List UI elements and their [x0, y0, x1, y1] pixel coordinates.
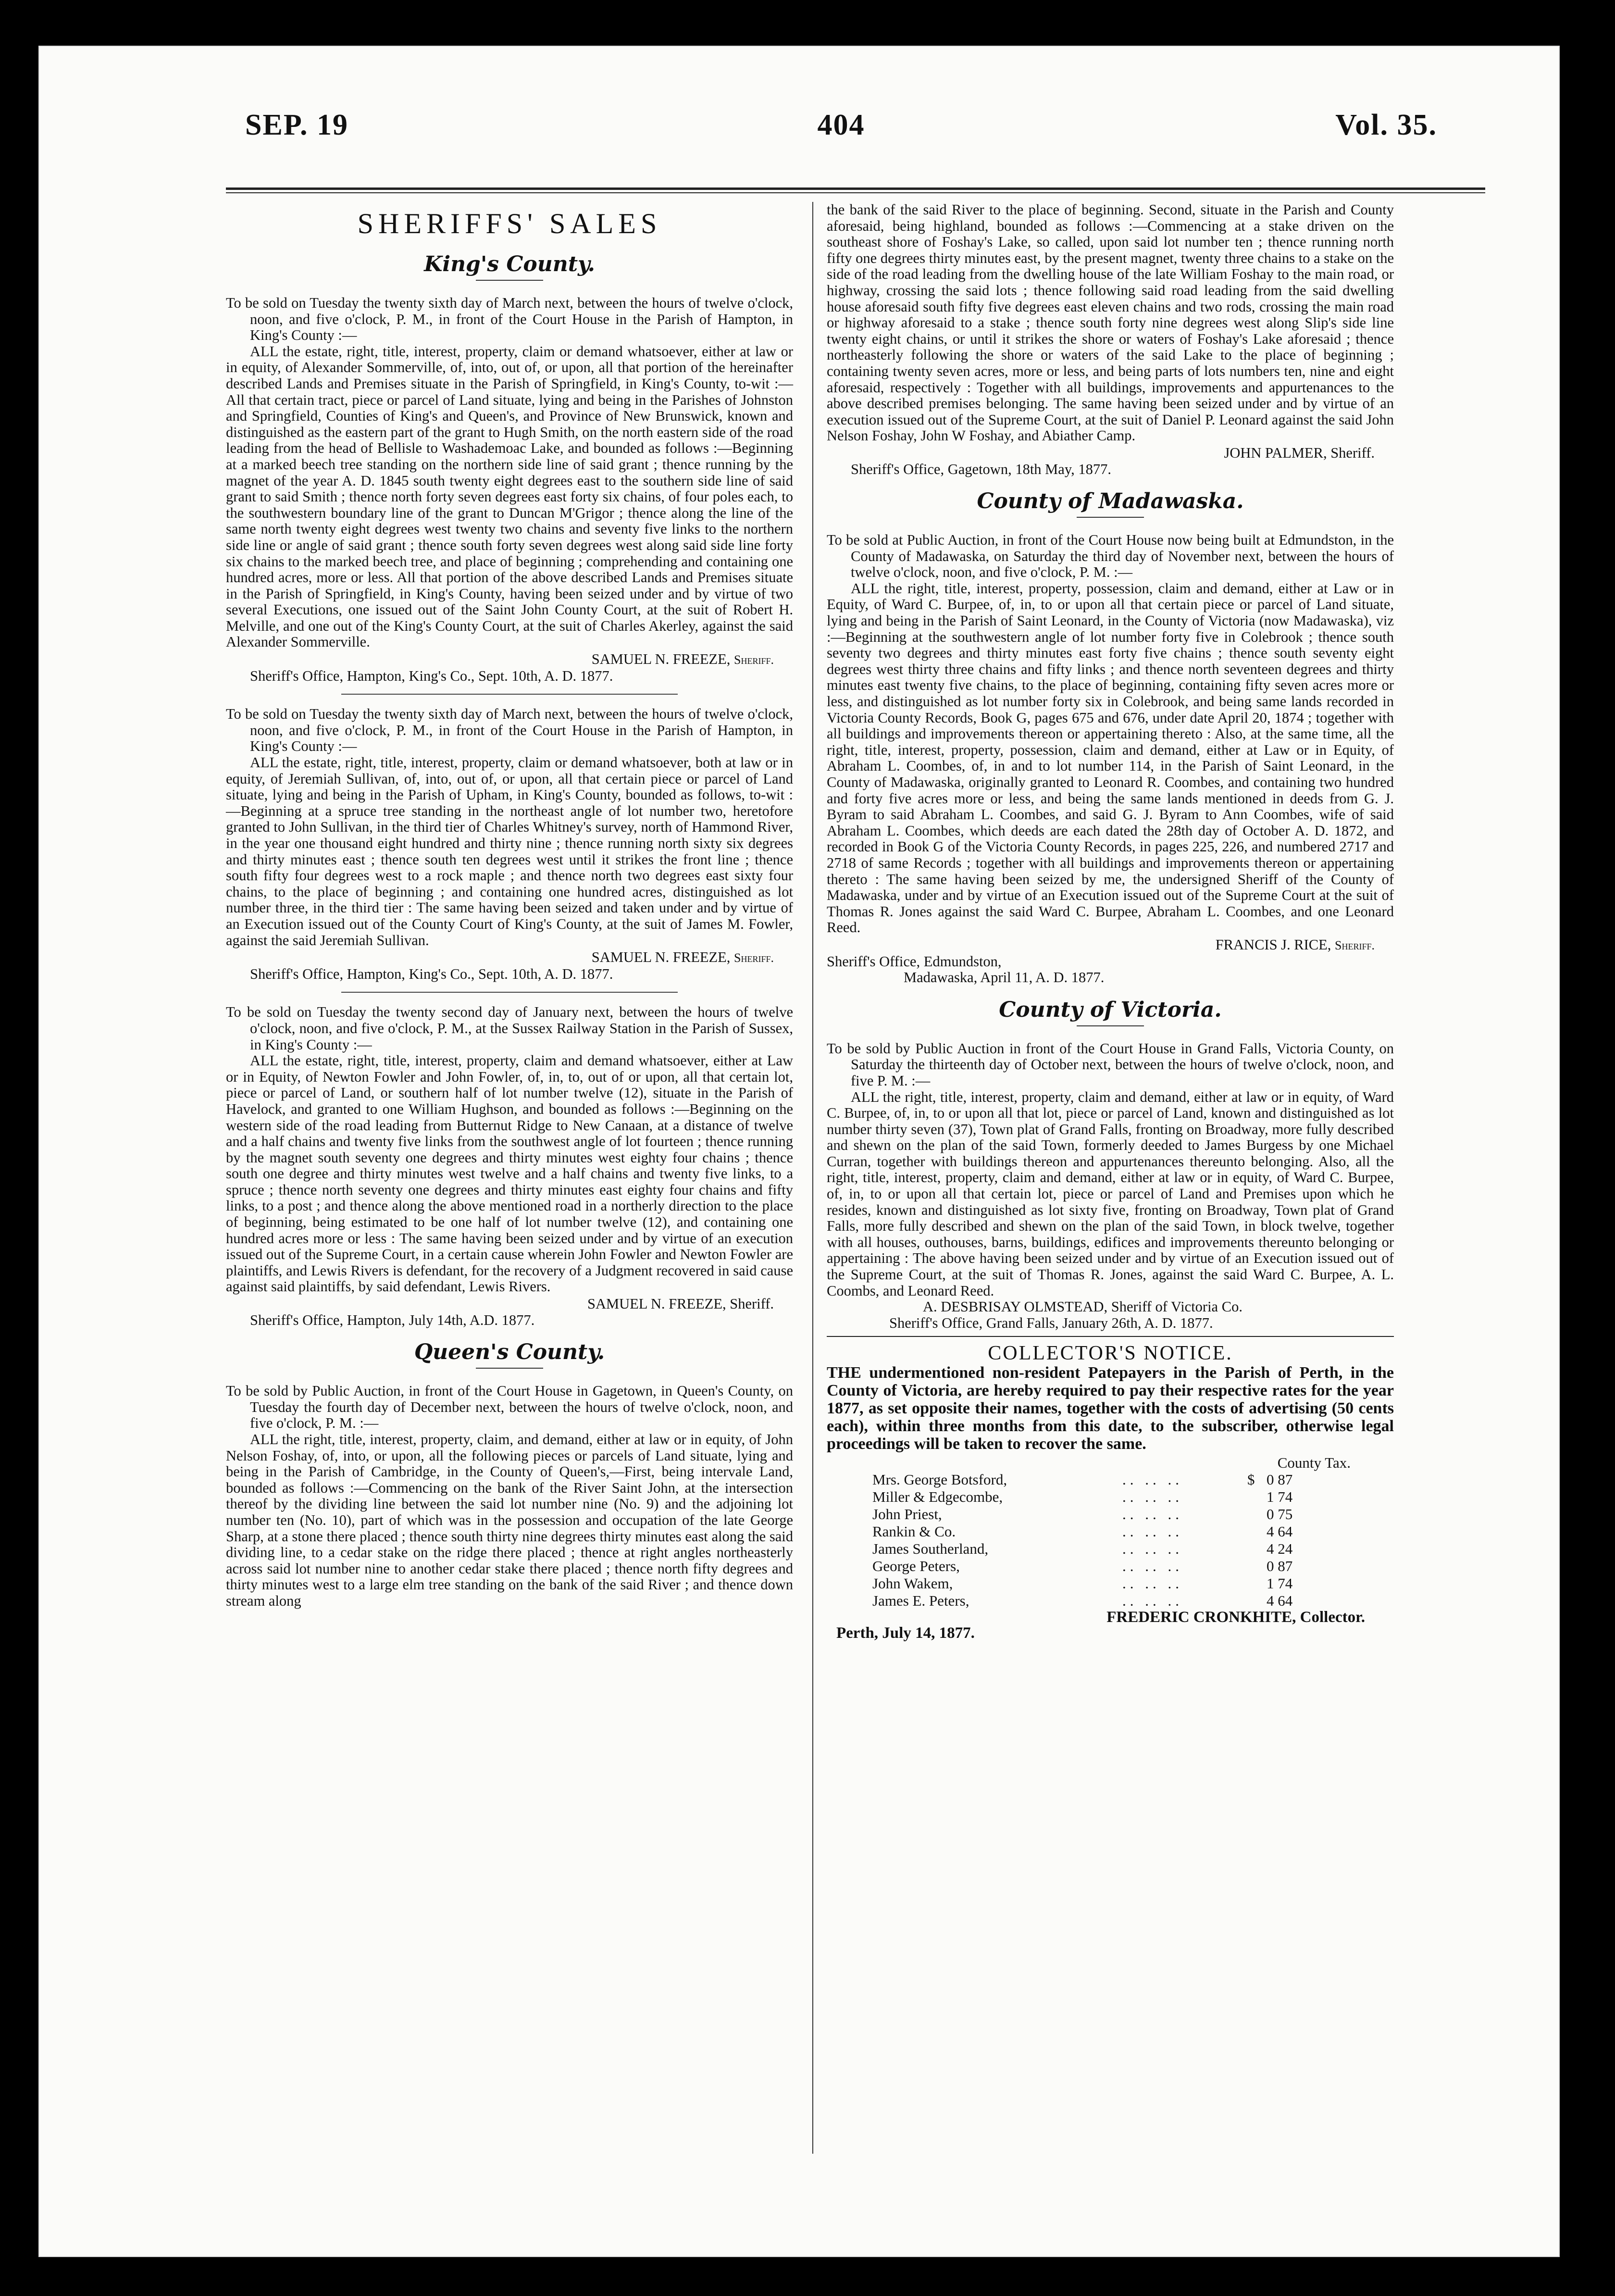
tax-row: [872, 1592, 1324, 1610]
sheriff-title: Sheriff.: [734, 653, 774, 667]
notice-signature: A. DESBRISAY OLMSTEAD, Sheriff of Victoria Co.: [923, 1298, 1242, 1315]
notice-signature: [827, 937, 1394, 954]
page-header: [245, 108, 1437, 166]
notice-body: ALL the estate, right, title, interest, property, claim and demand whatsoever, either at Law or in Equity, of Newton Fowler and John Fowler, of, in, to, out of or upon, all that certain lot, piece or parcel of Land, or southern half of lot number twelve (12), situate in the Parish of Havelock, and granted to one William Hughson, and bounded as follows :—Beginning on the western side of the road leading from Butternut Ridge to New Canaan, at a distance of twelve and a half chains and twenty five links from the southwest angle of lot fourteen ; thence running by the magnet south seventy one degrees and thirty minutes west eighty four chains ; thence south one degree and thirty minutes west twelve and a half chains and twenty five links, to a spruce ; thence north seventy one degrees and thirty minutes east eighty four chains and fifty links, to a post ; and thence along the above mentioned road in a northerly direction to the place of beginning, being estimated to be one half of lot number twelve (12), and containing one hundred acres more or less : The same having been seized under and by virtue of an execution issued out of the Supreme Court, in a certain cause wherein John Fowler and Newton Fowler are plaintiffs, and Lewis Rivers is defendant, for the recovery of a Judgment recovered in said cause against said plaintiffs, by said defendant, Lewis Rivers.: [226, 1052, 793, 1295]
sheriff-title: Sheriff.: [734, 951, 774, 965]
notice-body: ALL the right, title, interest, property, claim, and demand, either at law or in equity, of John Nelson Foshay, of, into, or upon, all the following pieces or parcels of Land situate, lying and being in the Parish of Cambridge, in the County of Queen's,—First, being intervale Land, bounded as follows :—Commencing on the bank of the River Saint John, at the intersection thereof by the dividing line between the said lot number nine (No. 9) and the adjoining lot number ten (No. 10), part of which was in the possession and occupation of the late George Sharp, at a stone there placed ; thence south thirty nine degrees thirty minutes east along the said dividing line, to a cedar stake on the ridge there placed ; thence at right angles northeasterly across said lot number nine to another cedar stake there placed ; thence north fifty degrees and thirty minutes west to a large elm tree standing on the bank of the said River ; and thence down stream along: [226, 1431, 793, 1609]
notice-separator: [341, 992, 678, 993]
notice-body: ALL the right, title, interest, property, possession, claim and demand, either at Law or in Equity, of Ward C. Burpee, of, in, to or upon all that certain piece or parcel of Land situate, lying and being in the Parish of Saint Leonard, in the County of Victoria (now Madawaska), viz :—Beginning at the southwestern angle of lot number forty five in Colebrook ; thence south seventy two degrees and thirty minutes east forty five chains ; thence south seventy eight degrees west thirty three chains and fifty links ; and thence north seventeen degrees and thirty minutes east twenty five chains, to the place of beginning, containing fifty seven acres more or less, and distinguished as lot number forty six in Colebrook, and being same lands recorded in Victoria County Records, Book G, pages 675 and 676, under date April 20, 1874 ; together with all buildings and improvements thereon or appertaining thereto : Also, at the same time, all the right, title, interest, property, possession, claim and demand, either at Law or in Equity, of Abraham L. Coombes, of, in and to lot number 114, in the Parish of Saint Leonard, in the County of Madawaska, originally granted to Leonard R. Coombes, and containing two hundred and forty five acres more or less, and being the same lands mentioned in deeds from G. J. Byram to said Abraham L. Coombes, and said G. J. Byram to Ann Coombes, wife of said Abraham L. Coombes, which deeds are each dated the 28th day of October A. D. 1872, and recorded in Book G of the Victoria County Records, in pages 225, 226, and numbered 2717 and 2718 of same Records ; together with all buildings and improvements thereon or appertaining thereto : The same having been seized by me, the undersigned Sheriff of the County of Madawaska, under and by virtue of an Execution issued out of the Supreme Court at the suit of Thomas R. Jones against the said Ward C. Burpee, Abraham L. Coombes, and one Leonard Reed.: [827, 580, 1394, 936]
notice-office: Sheriff's Office, Gagetown, 18th May, 1877.: [851, 461, 1111, 477]
column-divider: [812, 202, 813, 2154]
notice-signature: [226, 651, 793, 668]
tax-row: [872, 1558, 1324, 1575]
tax-amount: 4 24: [1267, 1540, 1293, 1557]
notice-intro: To be sold on Tuesday the twenty sixth day of March next, between the hours of twelve o'clock, noon, and five o'clock, P. M., in front of the Court House in the Parish of Hampton, in King's County :—: [226, 295, 793, 344]
tax-amount: 0 75: [1267, 1505, 1293, 1522]
leader-dots: .. .. ..: [1122, 1540, 1183, 1557]
leader-dots: .. .. ..: [1122, 1471, 1183, 1488]
leader-dots: .. .. ..: [1122, 1522, 1183, 1540]
notice-signature: JOHN PALMER, Sheriff.: [1224, 444, 1375, 461]
collectors-notice: [827, 1342, 1394, 1642]
notice-burpee-victoria: [827, 1041, 1394, 1332]
currency-sign: [1247, 1506, 1267, 1523]
notice-sullivan: [226, 706, 793, 982]
collector-title: COLLECTOR'S NOTICE.: [988, 1342, 1233, 1365]
leader-dots: .. .. ..: [1122, 1505, 1183, 1522]
notice-separator: [341, 694, 678, 695]
taxpayer-name: Miller & Edgecombe,: [872, 1488, 1003, 1505]
tax-amount: 0 87: [1267, 1557, 1293, 1574]
queens-county-heading: Queen's County.: [226, 1340, 793, 1369]
currency-sign: [1247, 1592, 1267, 1610]
tax-amount: 1 74: [1267, 1574, 1293, 1592]
notice-fowler: [226, 1004, 793, 1328]
tax-amount: 0 87: [1267, 1471, 1293, 1488]
taxpayer-name: John Wakem,: [872, 1574, 953, 1592]
notice-body: ALL the right, title, interest, property, claim and demand, either at law or in equity, of Ward C. Burpee, of, in, to or upon all that lot, piece or parcel of Land, known and distinguished as lot number thirty seven (37), Town plat of Grand Falls, fronting on Broadway, more fully described and shewn on the plan of the said Town, formerly deeded to James Burgess by one Michael Curran, together with buildings thereon and appurtenances thereunto belonging. Also, all the right, title, interest, property, claim and demand, either at law or in equity, of Ward C. Burpee, of, in, to or upon all that certain lot, piece or parcel of Land and Premises upon which he resides, known and distinguished as lot sixty five, fronting on Broadway, Town plat of Grand Falls, more fully described and shewn on the plan of the said Town, in block twelve, together with all houses, outhouses, barns, buildings, edifices and improvements thereunto belonging or appertaining : The above having been seized under and by virtue of an Execution issued out of the Supreme Court, at the suit of Thomas R. Jones, against the said Ward C. Burpee, A. L. Coombs, and Leonard Reed.: [827, 1088, 1394, 1299]
sheriff-title: Sheriff.: [1335, 938, 1375, 952]
issue-date: SEP. 19: [245, 109, 349, 141]
leader-dots: .. .. ..: [1122, 1592, 1183, 1609]
page-title: SHERIFFS' SALES: [357, 208, 662, 239]
header-rule: [226, 187, 1485, 190]
notice-intro: To be sold by Public Auction in front of the Court House in Grand Falls, Victoria County, on Saturday the thirteenth day of October next, between the hours of twelve o'clock, noon, and five P. M. :—: [827, 1040, 1394, 1089]
notice-body: ALL the estate, right, title, interest, property, claim or demand whatsoever, either at law or in equity, of Alexander Sommerville, of, into, out of, or upon, all that portion of the hereinafter described Lands and Premises situate in the Parish of Springfield, in King's County, to-wit :—All that certain tract, piece or parcel of Land situate, lying and being in the Parishes of Johnston and Springfield, Counties of King's and Queen's, and Province of New Brunswick, known and distinguished as the eastern part of the grant to Hugh Smith, on the north eastern side of the road leading from the head of Bellisle to Washademoac Lake, and bounded as follows :—Beginning at a marked beech tree standing on the northern side line of said grant ; thence running by the magnet of the year A. D. 1845 south twenty eight degrees east to the southern side line of said grant to said Smith ; thence north forty seven degrees east forty six chains, of four poles each, to the southwestern boundary line of the grant to Duncan M'Grigor ; thence along the line of the same north twenty eight degrees west twenty two chains and seventy five links to the northern side line or angle of said grant ; thence south forty seven degrees west along said side line forty six chains to the marked beech tree, and place of beginning ; comprehending and containing one hundred acres, more or less. All that portion of the above described Lands and Premises situate in the Parish of Springfield, in King's County, having been seized under and by virtue of two several Executions, one issued out of the Saint John County Court, at the suit of Robert H. Melville, and one out of the King's County Court, at the suit of Charles Akerley, against the said Alexander Sommerville.: [226, 343, 793, 650]
notice-burpee-madawaska: [827, 532, 1394, 986]
notice-signature: [226, 949, 793, 966]
madawaska-county-heading: County of Madawaska.: [827, 489, 1394, 518]
victoria-county-heading: County of Victoria.: [827, 998, 1394, 1026]
currency-sign: $: [1247, 1471, 1255, 1488]
notice-office: Sheriff's Office, Hampton, King's Co., Sept. 10th, A. D. 1877.: [250, 965, 613, 982]
collector-signature: FREDERIC CRONKHITE, Collector.: [1106, 1608, 1365, 1626]
notice-office: Sheriff's Office, Hampton, July 14th, A.D. 1877.: [250, 1311, 535, 1328]
currency-sign: [1247, 1488, 1267, 1506]
tax-row: [872, 1540, 1324, 1558]
taxpayer-name: James E. Peters,: [872, 1592, 969, 1609]
right-column: [827, 202, 1394, 1642]
currency-sign: [1247, 1575, 1267, 1592]
tax-row: [872, 1471, 1324, 1488]
kings-county-heading: King's County.: [226, 252, 793, 281]
notice-intro: To be sold by Public Auction, in front of the Court House in Gagetown, in Queen's County, on Tuesday the fourth day of December next, between the hours of twelve o'clock, noon, and five o'clock, P. M. :—: [226, 1383, 793, 1432]
tax-row: [872, 1575, 1324, 1592]
tax-row: [872, 1488, 1324, 1506]
tax-row: [872, 1523, 1324, 1540]
sheriff-name: FRANCIS J. RICE,: [1215, 936, 1331, 953]
notice-office: Sheriff's Office, Grand Falls, January 26th, A. D. 1877.: [889, 1314, 1213, 1331]
taxpayer-name: James Southerland,: [872, 1540, 989, 1557]
tax-amount: 1 74: [1267, 1488, 1293, 1505]
taxpayer-name: George Peters,: [872, 1557, 960, 1574]
taxpayer-name: Rankin & Co.: [872, 1522, 956, 1540]
notice-signature: SAMUEL N. FREEZE, Sheriff.: [587, 1296, 774, 1312]
notice-intro: To be sold on Tuesday the twenty sixth day of March next, between the hours of twelve o'clock, noon, and five o'clock, P. M., in front of the Court House in the Parish of Hampton, in King's County :—: [226, 706, 793, 755]
notice-body: the bank of the said River to the place of beginning. Second, situate in the Parish and County aforesaid, being highland, bounded as follows :—Commencing at a stake driven on the southeast shore of Foshay's Lake, so called, upon said lot number ten ; thence running north fifty one degrees thirty minutes east, by the present magnet, twenty three chains to a stake on the side of the road leading from the dwelling house of the late William Foshay to the main road, or highway, crossing the said lots ; thence following said road leading from the said dwelling house aforesaid south fifty five degrees east eleven chains and two rods, crossing the main road or highway aforesaid to a stake ; thence south forty nine degrees west along Slip's side line twenty eight chains, or until it strikes the shore or waters of Foshay's Lake aforesaid ; thence northeasterly following the shore or waters of the said Lake to the place of beginning ; containing twenty seven acres, more or less, and being parts of lots numbers ten, nine and eight aforesaid, respectively : Together with all buildings, improvements and appurtenances to the above described premises belonging. The same having been seized under and by virtue of an execution issued out of the Supreme Court, at the suit of Daniel P. Leonard against the said John Nelson Foshay, John W Foshay, and Abiather Camp.: [827, 201, 1394, 444]
page-number: 404: [817, 109, 865, 141]
tax-table: [872, 1471, 1324, 1610]
header-rule-thin: [226, 192, 1485, 193]
taxpayer-name: John Priest,: [872, 1505, 942, 1522]
tax-amount: 4 64: [1267, 1592, 1293, 1609]
leader-dots: .. .. ..: [1122, 1574, 1183, 1592]
tax-row: [872, 1506, 1324, 1523]
leader-dots: .. .. ..: [1122, 1557, 1183, 1574]
notice-sommerville: [226, 295, 793, 684]
notice-foshay: [226, 1383, 793, 1609]
notice-office: Sheriff's Office, Hampton, King's Co., Sept. 10th, A. D. 1877.: [250, 667, 613, 684]
currency-sign: [1247, 1540, 1267, 1558]
currency-sign: [1247, 1558, 1267, 1575]
volume-number: Vol. 35.: [1335, 109, 1437, 141]
collector-rule: [827, 1336, 1394, 1337]
collector-date: Perth, July 14, 1877.: [836, 1624, 975, 1642]
notice-foshay-continued: [827, 202, 1394, 477]
leader-dots: .. .. ..: [1122, 1488, 1183, 1505]
notice-body: ALL the estate, right, title, interest, property, claim or demand whatsoever, both at law or in equity, of Jeremiah Sullivan, of, into, out of, or upon, all that certain piece or parcel of Land situate, lying and being in the Parish of Upham, in King's County, bounded as follows, to-wit :—Beginning at a spruce tree standing in the northeast angle of lot number two, heretofore granted to John Sullivan, in the third tier of Charles Whitney's survey, north of Hammond River, in the year one thousand eight hundred and thirty nine ; thence running north sixty six degrees and thirty minutes east ; thence south ten degrees west until it strikes the front line ; thence south fifty four degrees west to a rock maple ; and thence north two degrees east sixty four chains, to the place of beginning ; and containing one hundred acres, distinguished as lot number three, in the third tier : The same having been seized and taken under and by virtue of an Execution issued out of the County Court of King's County, at the suit of James M. Fowler, against the said Jeremiah Sullivan.: [226, 754, 793, 948]
currency-sign: [1247, 1523, 1267, 1540]
taxpayer-name: Mrs. George Botsford,: [872, 1471, 1007, 1488]
sheriff-name: SAMUEL N. FREEZE,: [591, 651, 731, 668]
notice-office-line1: Sheriff's Office, Edmundston,: [827, 953, 1002, 970]
notice-intro: To be sold on Tuesday the twenty second day of January next, between the hours of twelve o'clock, noon, and five o'clock, P. M., at the Sussex Railway Station in the Parish of Sussex, in King's County :—: [226, 1004, 793, 1053]
tax-column-header: County Tax.: [1277, 1454, 1351, 1471]
collector-body: THE undermentioned non-resident Patepayers in the Parish of Perth, in the County of Victoria, are hereby required to pay their respective rates for the year 1877, as set opposite their names, together with the costs of advertising (50 cents each), within three months from this date, to the subscriber, otherwise legal proceedings will be taken to recover the same.: [827, 1364, 1394, 1453]
left-column: [226, 202, 793, 1610]
notice-office-line2: Madawaska, April 11, A. D. 1877.: [904, 969, 1105, 986]
sheriff-name: SAMUEL N. FREEZE,: [591, 949, 731, 966]
notice-intro: To be sold at Public Auction, in front of the Court House now being built at Edmundston, in the County of Madawaska, on Saturday the third day of November next, between the hours of twelve o'clock, noon, and five o'clock, P. M. :—: [827, 532, 1394, 581]
tax-amount: 4 64: [1267, 1522, 1293, 1540]
